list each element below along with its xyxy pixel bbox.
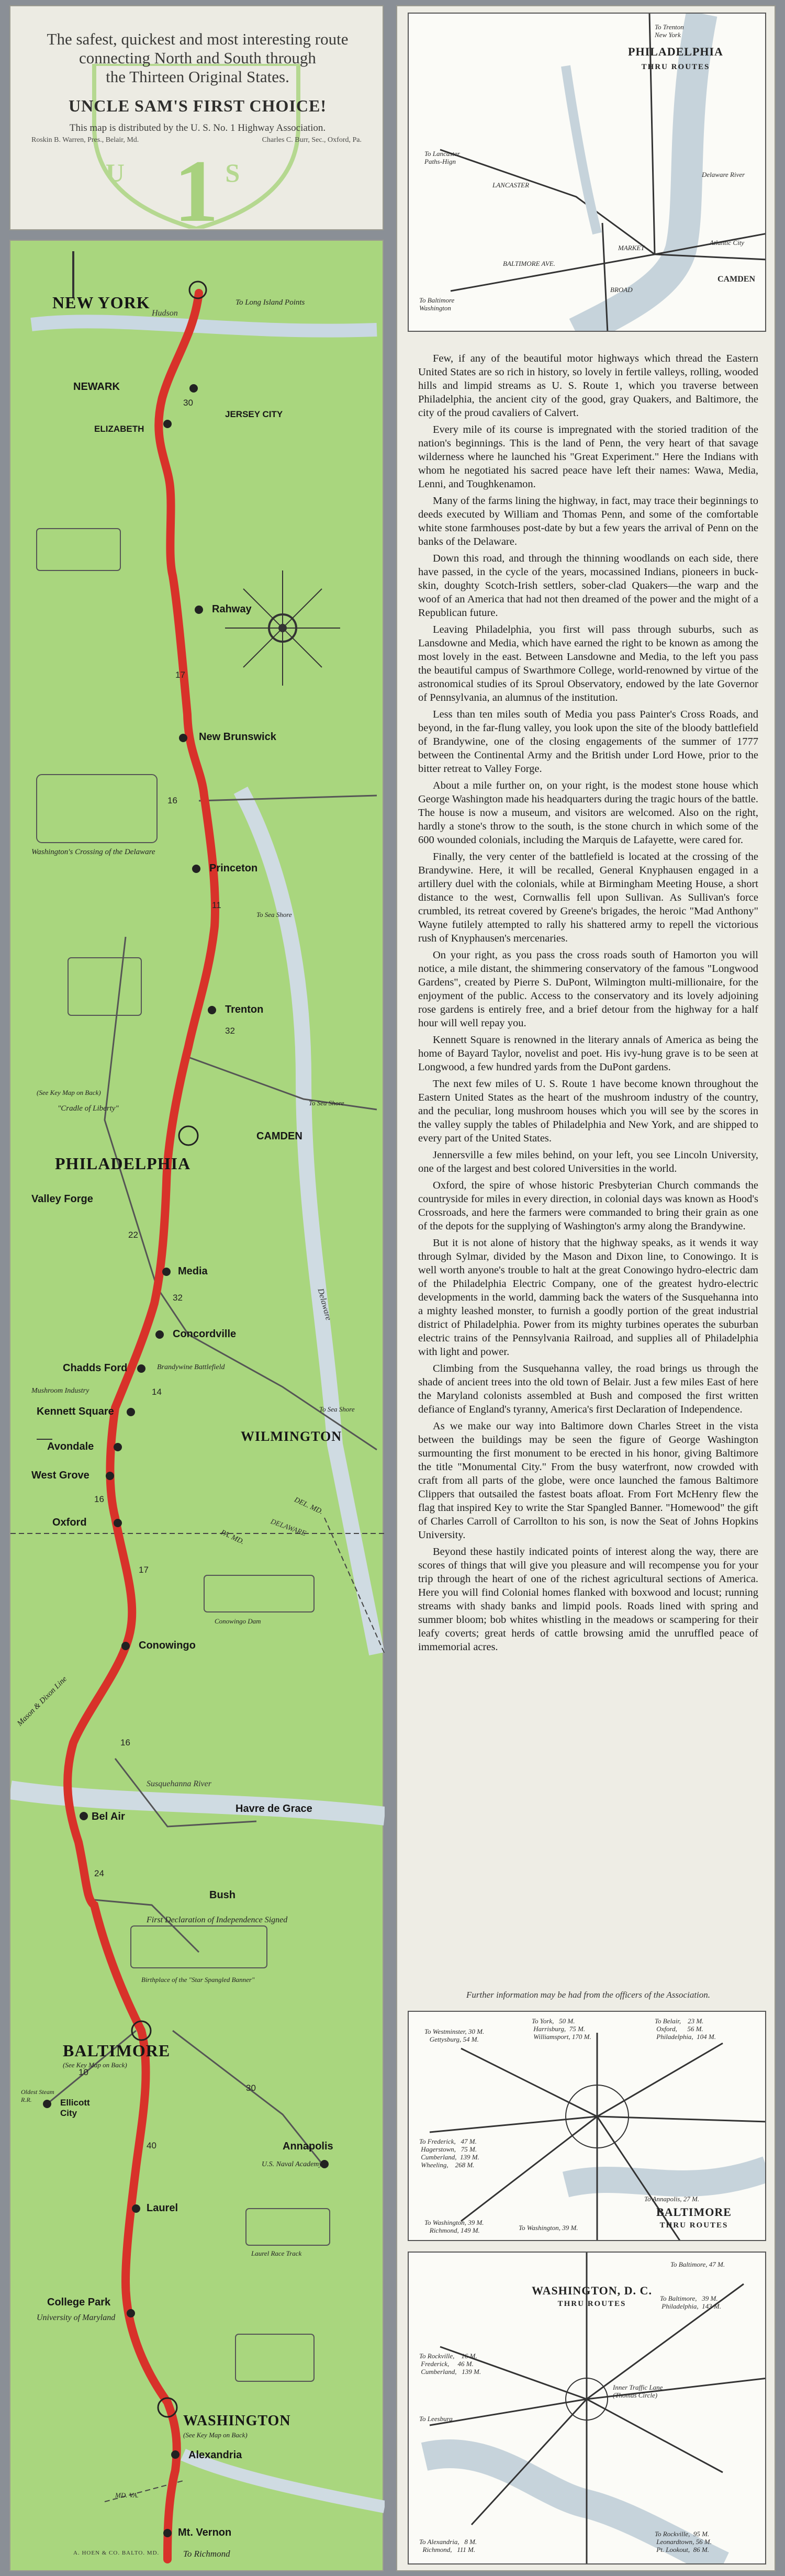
washington-inset-subtitle: THRU ROUTES — [557, 2300, 626, 2308]
mileage: 24 — [94, 1868, 104, 1878]
label-elizabeth: ELIZABETH — [94, 424, 144, 434]
narrative-paragraph: Less than ten miles south of Media you pass Painter's Cross Roads, and beyond, in the far-flung valley, you look upon the site of the bloody battlefield of Brandywine, one of the closing engagements of the summer of 1777 between the Continental Army and the British under Lord Howe, prior to the bitter retreat to Valley Forge. — [418, 709, 758, 775]
label-rahway: Rahway — [212, 603, 252, 615]
note-univ-maryland: University of Maryland — [37, 2313, 116, 2322]
label-inner-traffic-lane: Inner Traffic Lane (Thomas Circle) — [613, 2383, 663, 2399]
narrative-paragraph: Down this road, and through the thinning woodlands on each side, there have passed, in the cycle of the years, mocassined Indians, pioneers in buck-skin, doughty Scotch-Irish settlers, sober-clad Quakers—the warp and the woof of an America that had not then dreamed of the power and the might of a Republican future. — [418, 553, 758, 619]
label-avondale: Avondale — [47, 1441, 94, 1452]
river-delaware-state: DELAWARE — [269, 1518, 307, 1538]
race-track-sketch — [246, 2209, 330, 2245]
city-marker-newark — [189, 384, 198, 393]
fort-mchenry-sketch — [131, 1926, 267, 1968]
label-alexandria: Alexandria — [188, 2449, 242, 2461]
label-market: MARKET — [618, 244, 645, 252]
river-delaware: Delaware — [316, 1287, 333, 1321]
mileage: 22 — [128, 1230, 138, 1240]
narrative-paragraph: But it is not alone of history that the highway speaks, as it wends it way through Sylmar, divided by the Mason and Dixon line, to Conowingo. It is well worth anyone's trouble to halt at the great Conowingo hydro-electric dam of the Philadelphia Electric Company, one of the greatest hydro-electric developments in the world, damming back the waters of the Susquehanna into a mighty leashed monster, to furnish a goodly portion of the great industrial district of Philadelphia. Power from its mighty turbines operates the suburban electric trains of the Pennsylvania Railroad, and supplies all of Philadelphia with light and power. — [418, 1237, 758, 1358]
label-to-annapolis: To Annapolis, 27 M. — [644, 2195, 700, 2203]
label-baltimore: BALTIMORE — [63, 2041, 171, 2060]
note-brandywine: Brandywine Battlefield — [157, 1363, 225, 1371]
mileage: 30 — [246, 2083, 256, 2093]
label-to-belair: To Belair, 23 M. Oxford, 56 M. Philadelphia, 104 M. — [655, 2017, 716, 2041]
label-broad: BROAD — [610, 286, 633, 294]
mileage: 32 — [173, 1293, 183, 1303]
mileage: 11 — [212, 900, 221, 910]
city-marker-rahway — [195, 606, 203, 614]
conowingo-dam-sketch — [204, 1575, 314, 1612]
baltimore-inset-subtitle: THRU ROUTES — [659, 2221, 728, 2230]
road-to-sea-shore-north — [199, 796, 377, 801]
label-wilmington: WILMINGTON — [241, 1429, 342, 1444]
river-susquehanna: Susquehanna River — [147, 1779, 211, 1788]
label-oxford: Oxford — [52, 1517, 87, 1528]
state-line-del-md: DEL. MD. — [293, 1496, 324, 1516]
strip-map — [9, 240, 384, 2571]
philadelphia-inset-title: PHILADELPHIA — [628, 45, 723, 58]
mileage: 32 — [225, 1026, 235, 1036]
label-to-leonardtown: To Rockville, 95 M. Leonardtown, 56 M. Pt. Lookout, 86 M. — [655, 2530, 712, 2553]
narrative-paragraph: Oxford, the spire of whose historic Presbyterian Church commands the countryside for miles in every direction, in colonial days was known as Hood's Crossroads, and here the farmers were commanded to bring their grain as one of the depots for the supplying of Washington's army along the Brandywine. — [418, 1180, 758, 1232]
label-to-washington-richmond: To Washington, 39 M. Richmond, 149 M. — [424, 2219, 484, 2234]
city-marker-trenton — [208, 1006, 216, 1014]
note-mason-dixon: Mason & Dixon Line — [16, 1675, 69, 1728]
label-chadds-ford: Chadds Ford — [63, 1362, 128, 1374]
us1-shield-emblem — [84, 64, 309, 229]
label-west-grove: West Grove — [31, 1470, 89, 1481]
city-marker-chadds-ford — [137, 1364, 145, 1373]
philadelphia-inset-subtitle: THRU ROUTES — [641, 63, 710, 71]
city-marker-avondale — [114, 1443, 122, 1451]
mileage: 16 — [120, 1738, 130, 1748]
city-marker-college-park — [127, 2309, 135, 2317]
label-to-westminster: To Westminster, 30 M. Gettysburg, 54 M. — [424, 2028, 485, 2043]
mileage: 30 — [183, 398, 193, 408]
mileage: 16 — [167, 796, 177, 805]
city-marker-kennett-square — [127, 1408, 135, 1416]
label-to-washington: To Washington, 39 M. — [519, 2224, 578, 2232]
hudson-river — [31, 321, 377, 330]
note-washington-crossing: Washington's Crossing of the Delaware — [31, 848, 155, 856]
president-credit: Roskin B. Warren, Pres., Belair, Md. — [31, 136, 139, 144]
slogan: UNCLE SAM'S FIRST CHOICE! — [69, 96, 327, 115]
mileage: 10 — [78, 2067, 88, 2077]
tagline-line: the Thirteen Original States. — [106, 68, 289, 86]
tagline-line: connecting North and South through — [79, 49, 316, 67]
label-to-alexandria-richmond: To Alexandria, 8 M. Richmond, 111 M. — [419, 2538, 477, 2553]
delaware-river — [241, 790, 377, 1654]
label-philadelphia: PHILADELPHIA — [55, 1154, 191, 1173]
narrative-paragraph: Few, if any of the beautiful motor highways which thread the Eastern United States are so rich in history, so lovely in fertile valleys, rolling, wooded hills and limpid streams as U. S. Route 1, which you traverse between Philadelphia, the ancient city of the good, gray Quakers, and Baltimore, the city of the proud cavaliers of Calvert. — [418, 353, 758, 419]
label-washington: WASHINGTON — [183, 2413, 291, 2429]
label-mt-vernon: Mt. Vernon — [178, 2527, 232, 2538]
note-conowingo-dam: Conowingo Dam — [215, 1617, 261, 1625]
state-line-pa-md: PA. MD. — [219, 1528, 245, 1547]
mileage: 17 — [139, 1565, 149, 1575]
label-delaware-river: Delaware River — [702, 171, 745, 178]
road-to-sea-shore — [188, 1057, 377, 1110]
secretary-credit: Charles C. Burr, Sec., Oxford, Pa. — [262, 136, 362, 144]
narrative-paragraph: Finally, the very center of the battlefield is located at the crossing of the Brandywine. Here, it will be recalled, General Knyphausen engaged in a artillery duel with the colonials, while at Birmingham Meeting House, a short distance to the west, Cornwallis fell upon Sullivan. As Sullivan's force crumbled, its retreat covered by Greene's brigades, the heroic "Mad Anthony" Wayne futilely attempted to rally his shattered army to repell the victorious rush of Knyphausen's mercenaries. — [418, 851, 758, 944]
city-marker-bel-air — [80, 1812, 88, 1820]
narrative-paragraph: Jennersville a few miles behind, on your left, you see Lincoln University, one of the largest and best colored Universities in the world. — [418, 1149, 758, 1174]
note-cradle-of-liberty: "Cradle of Liberty" — [58, 1104, 119, 1113]
note-to-long-island: To Long Island Points — [236, 298, 305, 307]
narrative-paragraph: Beyond these hastily indicated points of interest along the way, there are scores of things that will give you pleasure and will recompense you for your trip through the heart of one of the richest agricultural sections of America. Here you will find Colonial homes flanked with boxwood and locust; running streams with shady banks and limpid pools. Roads lined with spring and summer bloom; bob whites whistling in the meadows or scampering for their leafy coverts; great herds of cattle browsing amid the unruffled peace of immemorial acres. — [418, 1546, 758, 1653]
label-ellicott-city: Ellicott City — [60, 2098, 90, 2118]
city-marker-west-grove — [106, 1472, 114, 1480]
philadelphia-inset-map — [408, 13, 766, 332]
label-to-leesburg: To Leesburg — [419, 2415, 453, 2423]
label-valley-forge: Valley Forge — [31, 1193, 93, 1205]
label-atlantic-city: Atlantic City — [710, 239, 745, 247]
compass-rose — [225, 570, 340, 686]
label-to-frederick: To Frederick, 47 M. Hagerstown, 75 M. Cumberland, 139 M. Wheeling, 268 M. — [419, 2137, 479, 2169]
label-laurel: Laurel — [147, 2202, 178, 2214]
note-to-sea-shore-1: To Sea Shore — [256, 911, 292, 919]
city-marker-conowingo — [121, 1642, 130, 1650]
independence-hall-sketch — [68, 958, 141, 1015]
city-marker-oxford — [114, 1519, 122, 1527]
note-naval-academy: U.S. Naval Academy — [262, 2160, 322, 2168]
note-laurel-race: Laurel Race Track — [251, 2249, 302, 2257]
mileage: 16 — [94, 1494, 104, 1504]
mileage: 14 — [152, 1387, 162, 1397]
label-to-lancaster: To Lancaster Paths-Hign — [424, 150, 460, 165]
shield-us: U S — [105, 158, 287, 187]
label-to-rockville: To Rockville, 16 M. Frederick, 46 M. Cumberland, 139 M. — [419, 2352, 481, 2376]
city-marker-laurel — [132, 2204, 140, 2213]
label-to-trenton: To Trenton New York — [655, 23, 684, 39]
note-to-sea-shore-2: To Sea Shore — [309, 1099, 344, 1107]
label-to-york: To York, 50 M. Harrisburg, 75 M. Williamsport, 170 M. — [532, 2017, 591, 2041]
text-panel — [396, 5, 776, 2571]
river-hudson: Hudson — [152, 309, 178, 318]
shield-number: 1 — [174, 142, 219, 229]
potomac-river — [183, 2455, 385, 2507]
mileage: 17 — [175, 670, 185, 680]
label-to-baltimore-47: To Baltimore, 47 M. — [670, 2260, 725, 2268]
label-conowingo: Conowingo — [139, 1640, 196, 1651]
narrative-paragraph: Leaving Philadelphia, you first will pass through suburbs, such as Lansdowne and Media, which have earned the right to be known as among the most lovely in the east. Between Lansdowne and Media, to the left you pass the beautiful campus of Swarthmore College, world-renowned by virtue of the astronomical studies of its Sproul Observatory, endowed by the late Governor of Pennsylvania, an alumnus of the institution. — [418, 624, 758, 703]
capitol-sketch — [236, 2334, 314, 2381]
note-mushroom: Mushroom Industry — [31, 1387, 89, 1395]
label-media: Media — [178, 1265, 208, 1277]
label-havre-de-grace: Havre de Grace — [236, 1803, 312, 1815]
label-new-brunswick: New Brunswick — [199, 731, 276, 743]
tagline — [26, 30, 369, 86]
city-marker-concordville — [155, 1330, 164, 1339]
route-narrative — [418, 352, 758, 1657]
label-baltimore-ave: BALTIMORE AVE. — [503, 260, 555, 267]
label-camden: CAMDEN — [256, 1130, 302, 1142]
label-jersey-city: JERSEY CITY — [225, 409, 283, 419]
city-marker-mt-vernon — [163, 2529, 172, 2537]
note-star-spangled: Birthplace of the "Star Spangled Banner" — [141, 1976, 255, 1984]
printer-imprint: A. HOEN & CO. BALTO. MD. — [73, 2550, 160, 2556]
label-college-park: College Park — [47, 2297, 111, 2308]
washington-inset-map — [408, 2252, 766, 2564]
note-see-key-wash: (See Key Map on Back) — [183, 2431, 248, 2439]
label-to-baltimore: To Baltimore Washington — [419, 296, 455, 312]
note-see-key-phila: (See Key Map on Back) — [37, 1089, 101, 1096]
label-bush: Bush — [209, 1889, 236, 1901]
narrative-paragraph: Kennett Square is renowned in the literary annals of America as being the home of Bayard Taylor, novelist and poet. His ivy-hung grave is to be seen at Longwood, a few hundred yards from the DuPont gardens. — [418, 1034, 758, 1073]
label-camden-inset: CAMDEN — [717, 275, 755, 284]
crossing-sketch — [37, 775, 157, 843]
label-princeton: Princeton — [209, 863, 258, 874]
city-marker-philadelphia — [179, 1126, 198, 1145]
label-newark: NEWARK — [73, 381, 120, 393]
city-marker-elizabeth — [163, 420, 172, 428]
baltimore-inset-title: BALTIMORE — [656, 2205, 732, 2219]
state-line-md-va: MD. VA. — [115, 2491, 139, 2499]
narrative-paragraph: The next few miles of U. S. Route 1 have become known throughout the Eastern United States as the heart of the mushroom industry of the country, and the peculiar, long mushroom houses which you will see by the scores in the valley supply the tables of Philadelphia and New York, and are shipped to every part of the United States. — [418, 1078, 758, 1144]
note-see-key-balt: (See Key Map on Back) — [63, 2061, 127, 2069]
narrative-paragraph: Climbing from the Susquehanna valley, the road brings us through the shade of ancient trees into the old town of Belair. Just a few miles East of here the Maryland colonists assembled at Bush and composed the first written defiance of England's tyranny, America's first Declaration of Independence. — [418, 1363, 758, 1415]
us-route-1 — [68, 293, 215, 2559]
distribution-note: This map is distributed by the U. S. No. 1 Highway Association. — [69, 122, 326, 133]
label-kennett-square: Kennett Square — [37, 1406, 114, 1417]
label-trenton: Trenton — [225, 1004, 264, 1015]
note-first-declaration: First Declaration of Independence Signed — [147, 1916, 288, 1924]
label-new-york: NEW YORK — [52, 293, 150, 312]
narrative-paragraph: Every mile of its course is impregnated with the storied tradition of the nation's beginnings. This is the land of Penn, the very heart of that savage wilderness where he launched his "Great Experiment." Here the Indians with whom he negotiated his sacred peace have left their names: Wawa, Media, Lenni, and Toughkenamon. — [418, 424, 758, 490]
label-annapolis: Annapolis — [283, 2141, 333, 2152]
further-information-note: Further information may be had from the officers of the Association. — [466, 1990, 711, 2000]
note-oldest-railroad: Oldest Steam R.R. — [21, 2088, 54, 2103]
mileage: 40 — [147, 2141, 156, 2151]
note-to-sea-shore-3: To Sea Shore — [319, 1405, 355, 1413]
label-bel-air: Bel Air — [92, 1811, 125, 1822]
washington-inset-title: WASHINGTON, D. C. — [532, 2284, 652, 2297]
baltimore-inset-map — [408, 2011, 766, 2241]
road-valley-forge — [105, 937, 188, 1335]
label-concordville: Concordville — [173, 1328, 237, 1340]
note-to-richmond: To Richmond — [183, 2549, 230, 2559]
city-marker-princeton — [192, 865, 200, 873]
label-to-baltimore-philadelphia: To Baltimore, 39 M. Philadelphia, 143 M. — [660, 2294, 721, 2310]
narrative-paragraph: Many of the farms lining the highway, in fact, may trace their beginnings to deeds executed by William and Thomas Penn, and some of the comfortable white stone farmhouses post-date by but a few years the arrival of Penn on the banks of the Delaware. — [418, 495, 758, 547]
city-marker-new-brunswick — [179, 734, 187, 742]
label-lancaster-ave: LANCASTER — [492, 181, 530, 189]
city-marker-alexandria — [171, 2450, 180, 2459]
city-marker-media — [162, 1268, 171, 1276]
narrative-paragraph: As we make our way into Baltimore down Charles Street in the vista between the buildings may be seen the figure of George Washington surmounting the first monument to be erected in his honor, giving Baltimore the title "Monumental City." From the busy waterfront, now crowded with craft from all parts of the globe, were once launched the famous Baltimore Clippers that outsailed the fastest boats afloat. From Fort McHenry flew the flag that inspired Key to write the Star Spangled Banner. "Homewood" the gift of Charles Carroll of Carrollton to his son, is now the Seat of Johns Hopkins University. — [418, 1420, 758, 1541]
header-panel — [9, 5, 384, 230]
skyline-sketch — [37, 529, 120, 570]
narrative-paragraph: On your right, as you pass the cross roads south of Hamorton you will notice, a mile distant, the shimmering conservatory of the famous "Longwood Gardens", created by Pierre S. DuPont, Wilmington multi-millionaire, for the enjoyment of the public. Access to the conservatory and its lovely adjoining rose gardens is entirely free, and a brief detour from the highway for a half hour will well repay you. — [418, 949, 758, 1029]
narrative-paragraph: About a mile further on, on your right, is the modest stone house which George Washington made his headquarters during the tragic hours of the battle. The house is now a museum, and visitors are welcomed. Also on the right, hardly a stone's throw to the south, is the stone church in which some of the 600 wounded colonials, including the Marquis de Lafayette, were cared for. — [418, 780, 758, 846]
tagline-line: The safest, quickest and most interesting route — [47, 30, 349, 48]
